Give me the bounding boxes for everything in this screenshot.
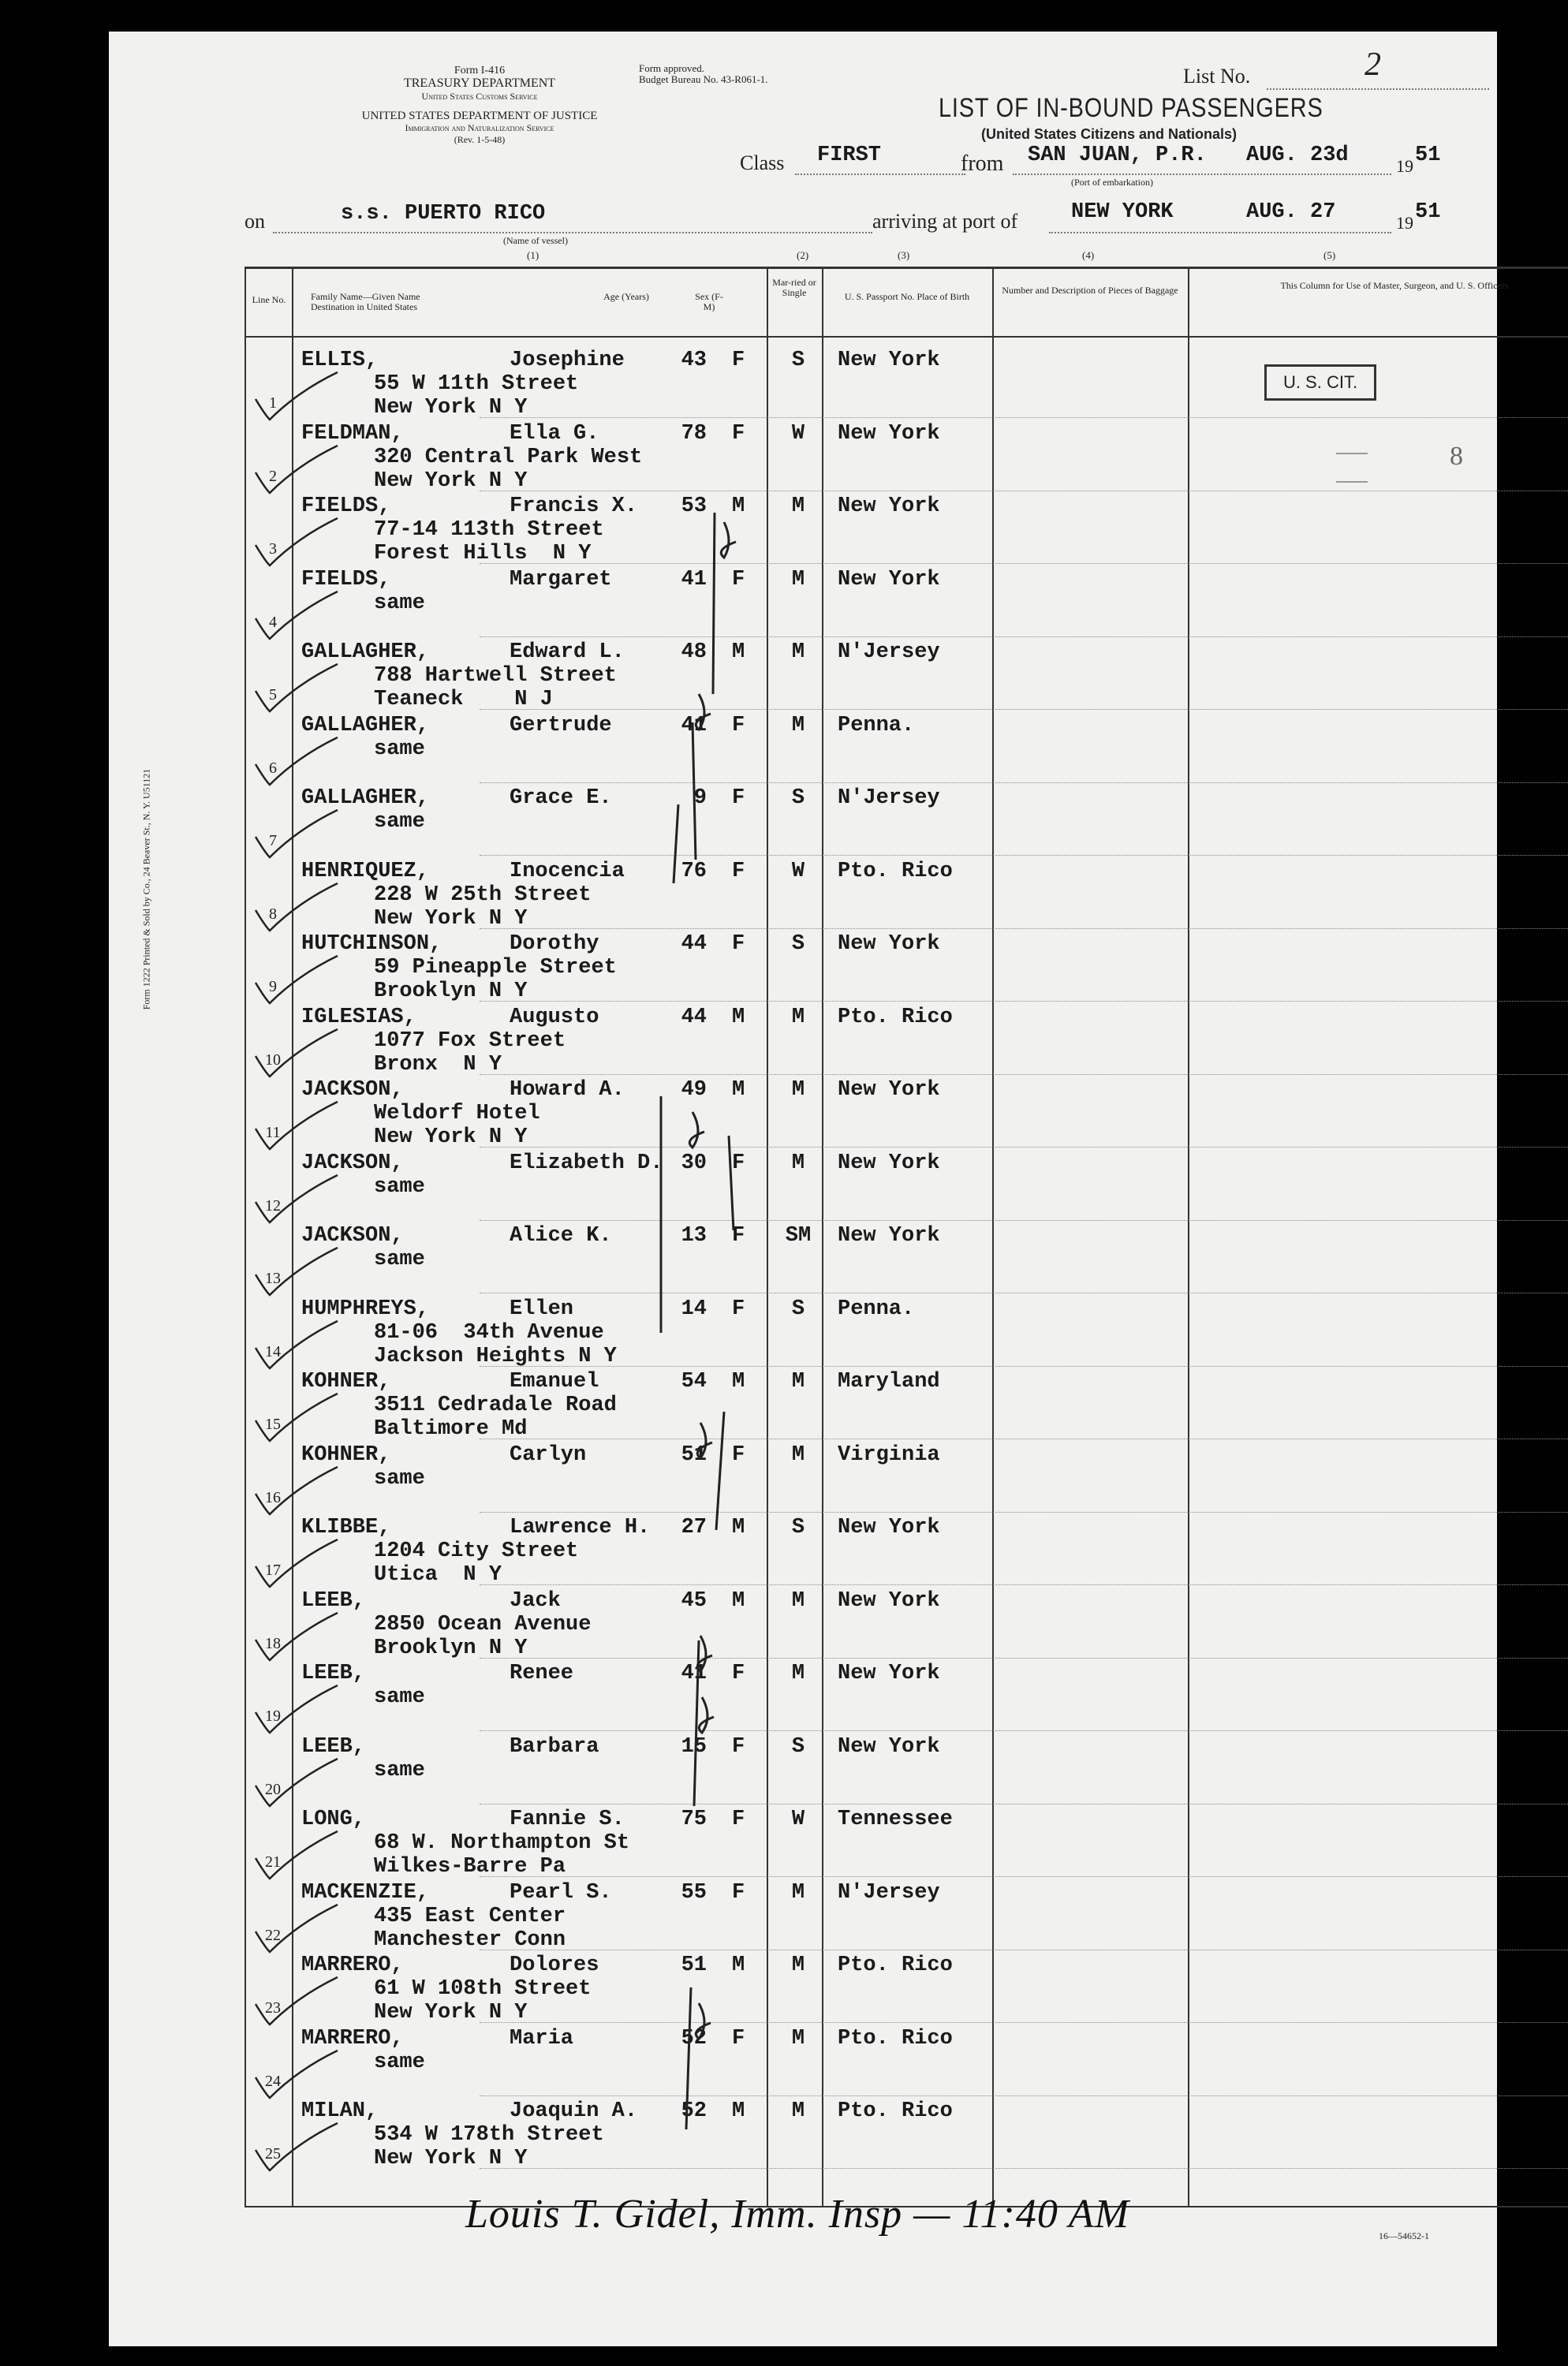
place-of-birth: New York [838, 422, 940, 446]
given-name: Grace E. [510, 786, 612, 810]
family-name: MARRERO, [301, 2027, 404, 2051]
age: 53 [681, 494, 707, 518]
arriving-label: arriving at port of [872, 210, 1018, 233]
family-name: JACKSON, [301, 1151, 404, 1175]
line-number: 25 [265, 2145, 281, 2163]
arrival-date: AUG. 27 [1246, 200, 1336, 224]
family-name: HENRIQUEZ, [301, 860, 430, 883]
footer-code: 16—54652-1 [1379, 2230, 1429, 2241]
family-name: HUTCHINSON, [301, 932, 442, 956]
family-name: LEEB, [301, 1662, 366, 1685]
header-line-no: Line No. [252, 294, 286, 305]
place-of-birth: N'Jersey [838, 640, 940, 664]
address-street: 59 Pineapple Street [374, 956, 617, 980]
inspector-signature: Louis T. Gidel, Imm. Insp — 11:40 AM [465, 2192, 1129, 2237]
header-married: Mar-ried or Single [772, 277, 816, 298]
line-number: 2 [269, 468, 277, 485]
page-subtitle: (United States Citizens and Nationals) [981, 126, 1238, 142]
marital-status: M [791, 714, 805, 737]
marital-status: M [791, 1881, 805, 1905]
treasury-dept: TREASURY DEPARTMENT [403, 77, 556, 90]
address-city: Brooklyn N Y [374, 1636, 528, 1660]
family-name: KLIBBE, [301, 1516, 391, 1539]
family-name: KOHNER, [301, 1443, 391, 1467]
arrival-year-prefix: 19 [1396, 213, 1413, 233]
col-num-3: (3) [898, 249, 910, 261]
age: 14 [681, 1297, 707, 1321]
address-city: New York N Y [374, 907, 528, 931]
marital-status: M [791, 1370, 805, 1394]
sex: M [732, 1954, 745, 1977]
line-number: 1 [269, 394, 277, 412]
place-of-birth: Tennessee [838, 1808, 953, 1831]
age: 55 [681, 1881, 707, 1905]
age: 15 [681, 1735, 707, 1759]
port-of-embarkation: SAN JUAN, P.R. [1028, 144, 1207, 167]
age: 75 [681, 1808, 707, 1831]
age: 51 [681, 1443, 707, 1467]
given-name: Fannie S. [510, 1808, 625, 1831]
customs-service: United States Customs Service [421, 91, 538, 102]
sex: F [732, 422, 745, 446]
sex: F [732, 1808, 745, 1831]
from-label: from [961, 151, 1004, 176]
address-city: Utica N Y [374, 1563, 502, 1587]
family-name: FIELDS, [301, 568, 391, 592]
line-number: 22 [265, 1927, 281, 1944]
marital-status: M [791, 640, 805, 664]
place-of-birth: New York [838, 932, 940, 956]
address-city: Wilkes-Barre Pa [374, 1855, 566, 1879]
vessel-caption: (Name of vessel) [503, 235, 568, 246]
port-embark-caption: (Port of embarkation) [1071, 177, 1153, 188]
family-name: JACKSON, [301, 1078, 404, 1102]
vessel-name: s.s. PUERTO RICO [341, 202, 546, 226]
address-street: same [374, 1759, 425, 1782]
family-name: ELLIS, [301, 349, 379, 372]
given-name: Joaquin A. [510, 2099, 638, 2123]
marital-status: M [791, 1006, 805, 1029]
form-revision: (Rev. 1-5-48) [454, 134, 506, 145]
address-street: 61 W 108th Street [374, 1977, 592, 2001]
given-name: Ellen [510, 1297, 574, 1321]
place-of-birth: New York [838, 568, 940, 592]
address-street: same [374, 2051, 425, 2074]
marital-status: M [791, 1151, 805, 1175]
place-of-birth: Maryland [838, 1370, 940, 1394]
given-name: Pearl S. [510, 1881, 612, 1905]
marital-status: SM [785, 1224, 812, 1248]
family-name: KOHNER, [301, 1370, 391, 1394]
address-street: 228 W 25th Street [374, 883, 592, 907]
address-street: same [374, 737, 425, 761]
given-name: Dolores [510, 1954, 599, 1977]
address-city: New York N Y [374, 2001, 528, 2025]
age: 13 [681, 1224, 707, 1248]
marital-status: M [791, 2027, 805, 2051]
place-of-birth: Pto. Rico [838, 1954, 953, 1977]
place-of-birth: Virginia [838, 1443, 940, 1467]
justice-dept: UNITED STATES DEPARTMENT OF JUSTICE [361, 110, 598, 122]
place-of-birth: N'Jersey [838, 786, 940, 810]
family-name: GALLAGHER, [301, 640, 430, 664]
marital-status: W [791, 422, 805, 446]
list-no-value: 2 [1365, 47, 1381, 83]
line-number: 13 [265, 1270, 281, 1287]
place-of-birth: Pto. Rico [838, 2099, 953, 2123]
given-name: Francis X. [510, 494, 638, 518]
given-name: Lawrence H. [510, 1516, 651, 1539]
family-name: MACKENZIE, [301, 1881, 430, 1905]
place-of-birth: Penna. [838, 714, 915, 737]
address-street: 3511 Cedradale Road [374, 1394, 617, 1417]
marital-status: S [791, 1297, 805, 1321]
family-name: FIELDS, [301, 494, 391, 518]
header-sex: Sex (F-M) [695, 291, 723, 312]
line-number: 23 [265, 1999, 281, 2017]
line-number: 17 [265, 1562, 281, 1579]
age: 76 [681, 860, 707, 883]
place-of-birth: New York [838, 494, 940, 518]
given-name: Ella G. [510, 422, 599, 446]
given-name: Augusto [510, 1006, 599, 1029]
marital-status: M [791, 494, 805, 518]
given-name: Howard A. [510, 1078, 625, 1102]
address-street: same [374, 810, 425, 834]
place-of-birth: Pto. Rico [838, 2027, 953, 2051]
address-street: 2850 Ocean Avenue [374, 1613, 592, 1636]
marital-status: M [791, 1662, 805, 1685]
form-number: Form I-416 [454, 65, 506, 77]
address-city: New York N Y [374, 396, 528, 420]
sex: F [732, 786, 745, 810]
family-name: LEEB, [301, 1589, 366, 1613]
age: 41 [681, 568, 707, 592]
address-street: 68 W. Northampton St [374, 1831, 630, 1855]
given-name: Emanuel [510, 1370, 599, 1394]
line-number: 3 [269, 540, 277, 558]
address-city: New York N Y [374, 1125, 528, 1149]
age: 52 [681, 2099, 707, 2123]
header-officers: This Column for Use of Master, Surgeon, and U. S. Officers [1280, 280, 1509, 291]
place-of-birth: New York [838, 1589, 940, 1613]
departure-year-prefix: 19 [1396, 156, 1413, 176]
class-label: Class [740, 151, 785, 174]
sex: F [732, 1443, 745, 1467]
age: 41 [681, 714, 707, 737]
family-name: JACKSON, [301, 1224, 404, 1248]
age: 27 [681, 1516, 707, 1539]
marital-status: M [791, 1443, 805, 1467]
sex: F [732, 1662, 745, 1685]
address-street: 320 Central Park West [374, 446, 643, 469]
family-name: GALLAGHER, [301, 786, 430, 810]
sex: M [732, 1589, 745, 1613]
address-street: 1204 City Street [374, 1539, 579, 1563]
list-no-label: List No. [1183, 65, 1251, 88]
marital-status: M [791, 1954, 805, 1977]
given-name: Alice K. [510, 1224, 612, 1248]
departure-date: AUG. 23d [1246, 144, 1349, 167]
age: 52 [681, 2027, 707, 2051]
given-name: Dorothy [510, 932, 599, 956]
sex: M [732, 1006, 745, 1029]
place-of-birth: New York [838, 1662, 940, 1685]
header-age: Age (Years) [603, 291, 649, 302]
line-number: 11 [265, 1124, 281, 1141]
manifest-page [109, 32, 1509, 2346]
given-name: Renee [510, 1662, 574, 1685]
address-street: same [374, 592, 425, 615]
address-street: Weldorf Hotel [374, 1102, 540, 1125]
age: 9 [693, 786, 707, 810]
inspector-marks [109, 32, 1497, 2346]
departure-year: 51 [1415, 144, 1441, 167]
given-name: Inocencia [510, 860, 625, 883]
age: 78 [681, 422, 707, 446]
sex: M [732, 640, 745, 664]
col-num-5: (5) [1323, 249, 1336, 261]
age: 51 [681, 1954, 707, 1977]
line-number: 4 [269, 614, 277, 631]
age: 49 [681, 1078, 707, 1102]
line-number: 16 [265, 1489, 281, 1506]
header-destination: Destination in United States [311, 301, 417, 312]
line-number: 18 [265, 1635, 281, 1652]
header-name: Family Name—Given Name [311, 291, 420, 302]
us-citizen-stamp: U. S. CIT. [1264, 364, 1376, 401]
age: 54 [681, 1370, 707, 1394]
line-number: 24 [265, 2073, 281, 2090]
arrival-year: 51 [1415, 200, 1441, 224]
place-of-birth: New York [838, 1516, 940, 1539]
address-street: 788 Hartwell Street [374, 664, 617, 688]
sex: F [732, 568, 745, 592]
place-of-birth: New York [838, 1078, 940, 1102]
line-number: 7 [269, 832, 277, 849]
printer-imprint: Form 1222 Printed & Sold by Co., 24 Beaver St., N. Y. U51121 [140, 768, 152, 1010]
sex: F [732, 714, 745, 737]
line-number: 19 [265, 1707, 281, 1725]
age: 43 [681, 349, 707, 372]
sex: F [732, 1224, 745, 1248]
line-number: 6 [269, 759, 277, 777]
given-name: Jack [510, 1589, 561, 1613]
sex: F [732, 1881, 745, 1905]
given-name: Margaret [510, 568, 612, 592]
age: 30 [681, 1151, 707, 1175]
family-name: GALLAGHER, [301, 714, 430, 737]
line-number: 5 [269, 686, 277, 703]
line-number: 10 [265, 1051, 281, 1069]
line-number: 20 [265, 1781, 281, 1798]
sex: M [732, 1516, 745, 1539]
address-city: Brooklyn N Y [374, 980, 528, 1003]
family-name: LEEB, [301, 1735, 366, 1759]
marital-status: M [791, 568, 805, 592]
address-city: New York N Y [374, 469, 528, 493]
address-street: 435 East Center [374, 1905, 566, 1928]
address-street: 1077 Fox Street [374, 1029, 566, 1053]
marital-status: S [791, 1516, 805, 1539]
marital-status: M [791, 1078, 805, 1102]
address-street: 534 W 178th Street [374, 2123, 604, 2147]
address-street: same [374, 1467, 425, 1491]
family-name: HUMPHREYS, [301, 1297, 430, 1321]
address-city: Manchester Conn [374, 1928, 566, 1952]
given-name: Edward L. [510, 640, 625, 664]
place-of-birth: New York [838, 349, 940, 372]
page-title: LIST OF IN-BOUND PASSENGERS [939, 93, 1323, 123]
marital-status: W [791, 860, 805, 883]
arrival-port: NEW YORK [1071, 200, 1174, 224]
sex: M [732, 1078, 745, 1102]
place-of-birth: New York [838, 1224, 940, 1248]
sex: F [732, 1151, 745, 1175]
family-name: LONG, [301, 1808, 366, 1831]
form-approved: Form approved. [639, 62, 705, 74]
age: 44 [681, 932, 707, 956]
given-name: Carlyn [510, 1443, 587, 1467]
budget-bureau: Budget Bureau No. 43-R061-1. [639, 73, 768, 85]
place-of-birth: Pto. Rico [838, 860, 953, 883]
sex: F [732, 1735, 745, 1759]
ins-service: Immigration and Naturalization Service [405, 122, 554, 133]
place-of-birth: N'Jersey [838, 1881, 940, 1905]
address-city: Teaneck N J [374, 688, 553, 711]
header-baggage: Number and Description of Pieces of Baggage [1002, 285, 1178, 296]
sex: F [732, 2027, 745, 2051]
age: 44 [681, 1006, 707, 1029]
sex: F [732, 1297, 745, 1321]
line-number: 21 [265, 1853, 281, 1871]
family-name: IGLESIAS, [301, 1006, 416, 1029]
class-value: FIRST [817, 144, 882, 167]
line-number: 14 [265, 1343, 281, 1360]
given-name: Barbara [510, 1735, 599, 1759]
address-city: Jackson Heights N Y [374, 1345, 617, 1368]
given-name: Maria [510, 2027, 574, 2051]
on-label: on [245, 210, 265, 233]
age: 48 [681, 640, 707, 664]
given-name: Josephine [510, 349, 625, 372]
col-num-2: (2) [797, 249, 809, 261]
marital-status: S [791, 1735, 805, 1759]
family-name: MARRERO, [301, 1954, 404, 1977]
col-num-4: (4) [1082, 249, 1095, 261]
marital-status: M [791, 1589, 805, 1613]
family-name: MILAN, [301, 2099, 379, 2123]
place-of-birth: New York [838, 1151, 940, 1175]
header-passport: U. S. Passport No. Place of Birth [844, 291, 970, 302]
marital-status: S [791, 349, 805, 372]
sex: M [732, 2099, 745, 2123]
marital-status: S [791, 932, 805, 956]
col-num-1: (1) [527, 249, 539, 261]
marital-status: S [791, 786, 805, 810]
sex: M [732, 1370, 745, 1394]
address-street: 77-14 113th Street [374, 518, 604, 542]
place-of-birth: New York [838, 1735, 940, 1759]
address-street: 55 W 11th Street [374, 372, 579, 396]
place-of-birth: Pto. Rico [838, 1006, 953, 1029]
line-number: 15 [265, 1416, 281, 1433]
address-street: same [374, 1248, 425, 1271]
address-street: 81-06 34th Avenue [374, 1321, 604, 1345]
address-street: same [374, 1685, 425, 1709]
given-name: Elizabeth D. [510, 1151, 663, 1175]
sex: F [732, 860, 745, 883]
address-city: Bronx N Y [374, 1053, 502, 1077]
address-city: Forest Hills N Y [374, 542, 592, 565]
address-city: New York N Y [374, 2147, 528, 2170]
age: 41 [681, 1662, 707, 1685]
line-number: 8 [269, 905, 277, 923]
place-of-birth: Penna. [838, 1297, 915, 1321]
sex: F [732, 932, 745, 956]
line-number: 12 [265, 1197, 281, 1215]
margin-number: 8 [1450, 442, 1463, 471]
marital-status: W [791, 1808, 805, 1831]
address-street: same [374, 1175, 425, 1199]
sex: F [732, 349, 745, 372]
given-name: Gertrude [510, 714, 612, 737]
line-number: 9 [269, 978, 277, 995]
marital-status: M [791, 2099, 805, 2123]
address-city: Baltimore Md [374, 1417, 528, 1441]
family-name: FELDMAN, [301, 422, 404, 446]
sex: M [732, 494, 745, 518]
age: 45 [681, 1589, 707, 1613]
